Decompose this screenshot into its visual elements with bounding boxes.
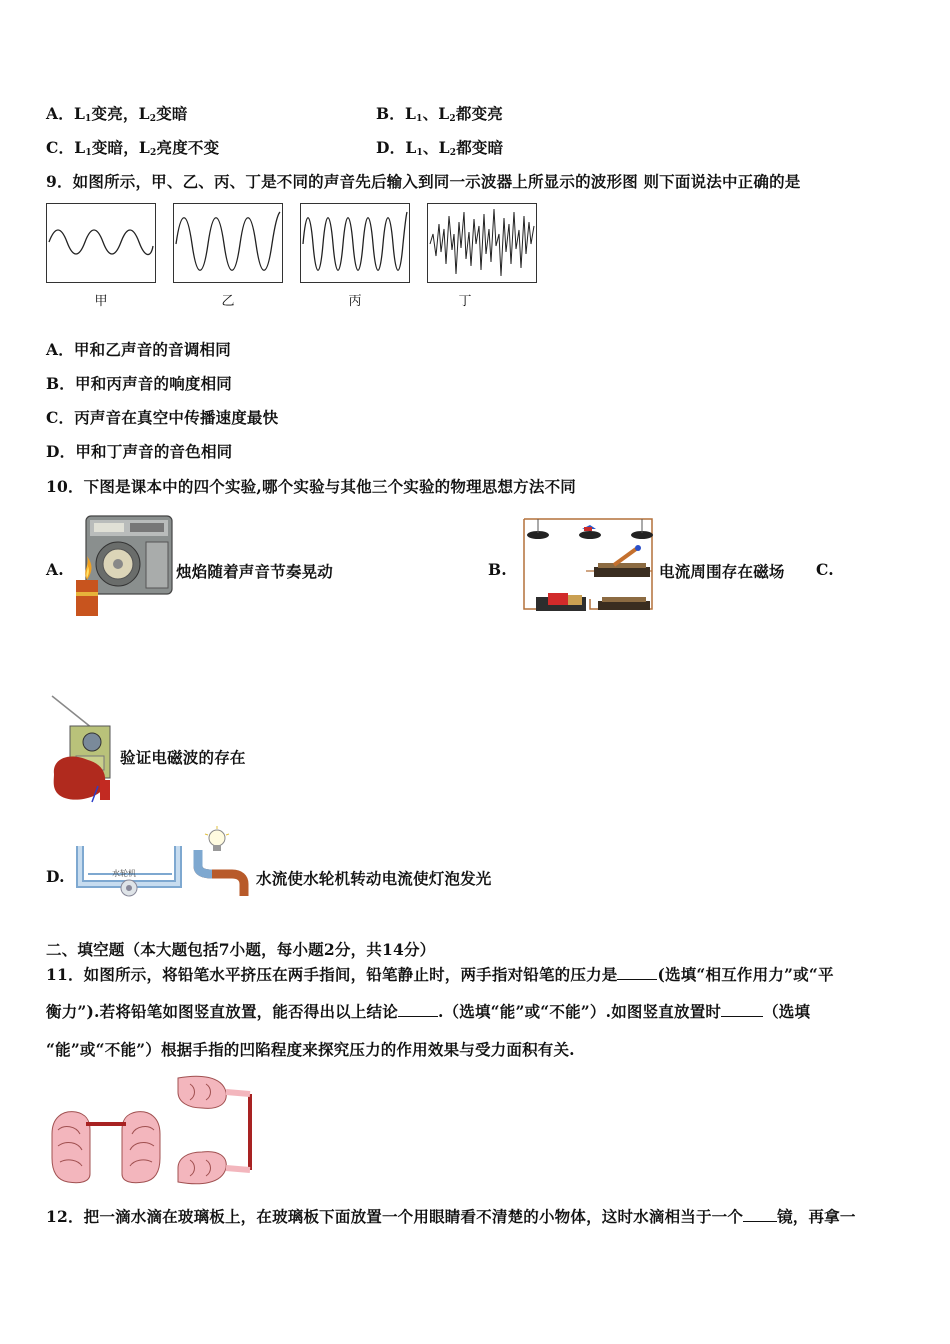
- section-2-title: 二、填空题（本大题包括7小题，每小题2分，共14分）: [46, 940, 436, 959]
- radio-candle-image: [72, 510, 174, 620]
- waveform-yi: [173, 203, 283, 283]
- q9-option-d: D．甲和丁声音的音色相同: [46, 442, 233, 461]
- waveform-label-jia: 甲: [94, 294, 108, 309]
- q11-blank-3: [721, 1002, 763, 1017]
- q11-line-3: “能”或“不能”）根据手指的凹陷程度来探究压力的作用效果与受力面积有关.: [46, 1040, 575, 1059]
- radio-battery-image: [48, 694, 118, 806]
- q9-stem: 9．如图所示，甲、乙、丙、丁是不同的声音先后输入到同一示波器上所显示的波形图 则下面说法中正确的是: [46, 172, 801, 191]
- q9-option-c: C．丙声音在真空中传播速度最快: [46, 408, 279, 427]
- q12-blank-1: [743, 1207, 777, 1222]
- waveform-label-bing: 丙: [348, 294, 362, 309]
- q10-option-b-letter: B.: [488, 560, 507, 579]
- waveform-jia: [46, 203, 156, 283]
- q10-option-b-text: 电流周围存在磁场: [659, 562, 785, 581]
- q11-line-2: 衡力”).若将铅笔如图竖直放置，能否得出以上结论 .（选填“能”或“不能”）.如图竖直放置时 （选填: [46, 1002, 811, 1021]
- q8-option-a: A．$L_1$变亮，$L_2$变暗: [46, 104, 188, 124]
- q10-stem: 10．下图是课本中的四个实验,哪个实验与其他三个实验的物理思想方法不同: [46, 477, 576, 496]
- water-wheel-label: 水轮机: [112, 869, 136, 878]
- pencil-fingers-image: [50, 1074, 262, 1186]
- q11-blank-2: [398, 1002, 438, 1017]
- q9-option-b: B．甲和丙声音的响度相同: [46, 374, 233, 393]
- q11-blank-1: [617, 965, 657, 980]
- waveform-bing: [300, 203, 410, 283]
- q10-option-c-text: 验证电磁波的存在: [120, 748, 246, 767]
- water-wheel-lamp-image: [72, 826, 252, 898]
- q8-option-b: B．$L_1$、$L_2$都变亮: [376, 104, 503, 124]
- q10-option-a-text: 烛焰随着声音节奏晃动: [176, 562, 334, 581]
- q9-option-a: A．甲和乙声音的音调相同: [46, 340, 231, 359]
- q10-option-d-text: 水流使水轮机转动电流使灯泡发光: [256, 869, 492, 888]
- q8-option-d: D．$L_1$、$L_2$都变暗: [376, 138, 504, 158]
- q8-option-c: C．$L_1$变暗，$L_2$亮度不变: [46, 138, 220, 158]
- q10-option-c-letter: C.: [816, 560, 834, 579]
- q10-option-a-letter: A.: [46, 560, 64, 579]
- circuit-compass-image: [518, 513, 658, 615]
- q12-line-1: 12．把一滴水滴在玻璃板上，在玻璃板下面放置一个用眼睛看不清楚的小物体，这时水滴相当于一个 镜，再拿一: [46, 1207, 856, 1226]
- waveform-ding: [427, 203, 537, 283]
- waveform-label-ding: 丁: [458, 294, 472, 309]
- q11-line-1: 11．如图所示，将铅笔水平挤压在两手指间，铅笔静止时，两手指对铅笔的压力是 (选填“相互作用力”或“平: [46, 965, 834, 984]
- q10-option-d-letter: D.: [46, 867, 65, 886]
- waveform-label-yi: 乙: [221, 294, 235, 309]
